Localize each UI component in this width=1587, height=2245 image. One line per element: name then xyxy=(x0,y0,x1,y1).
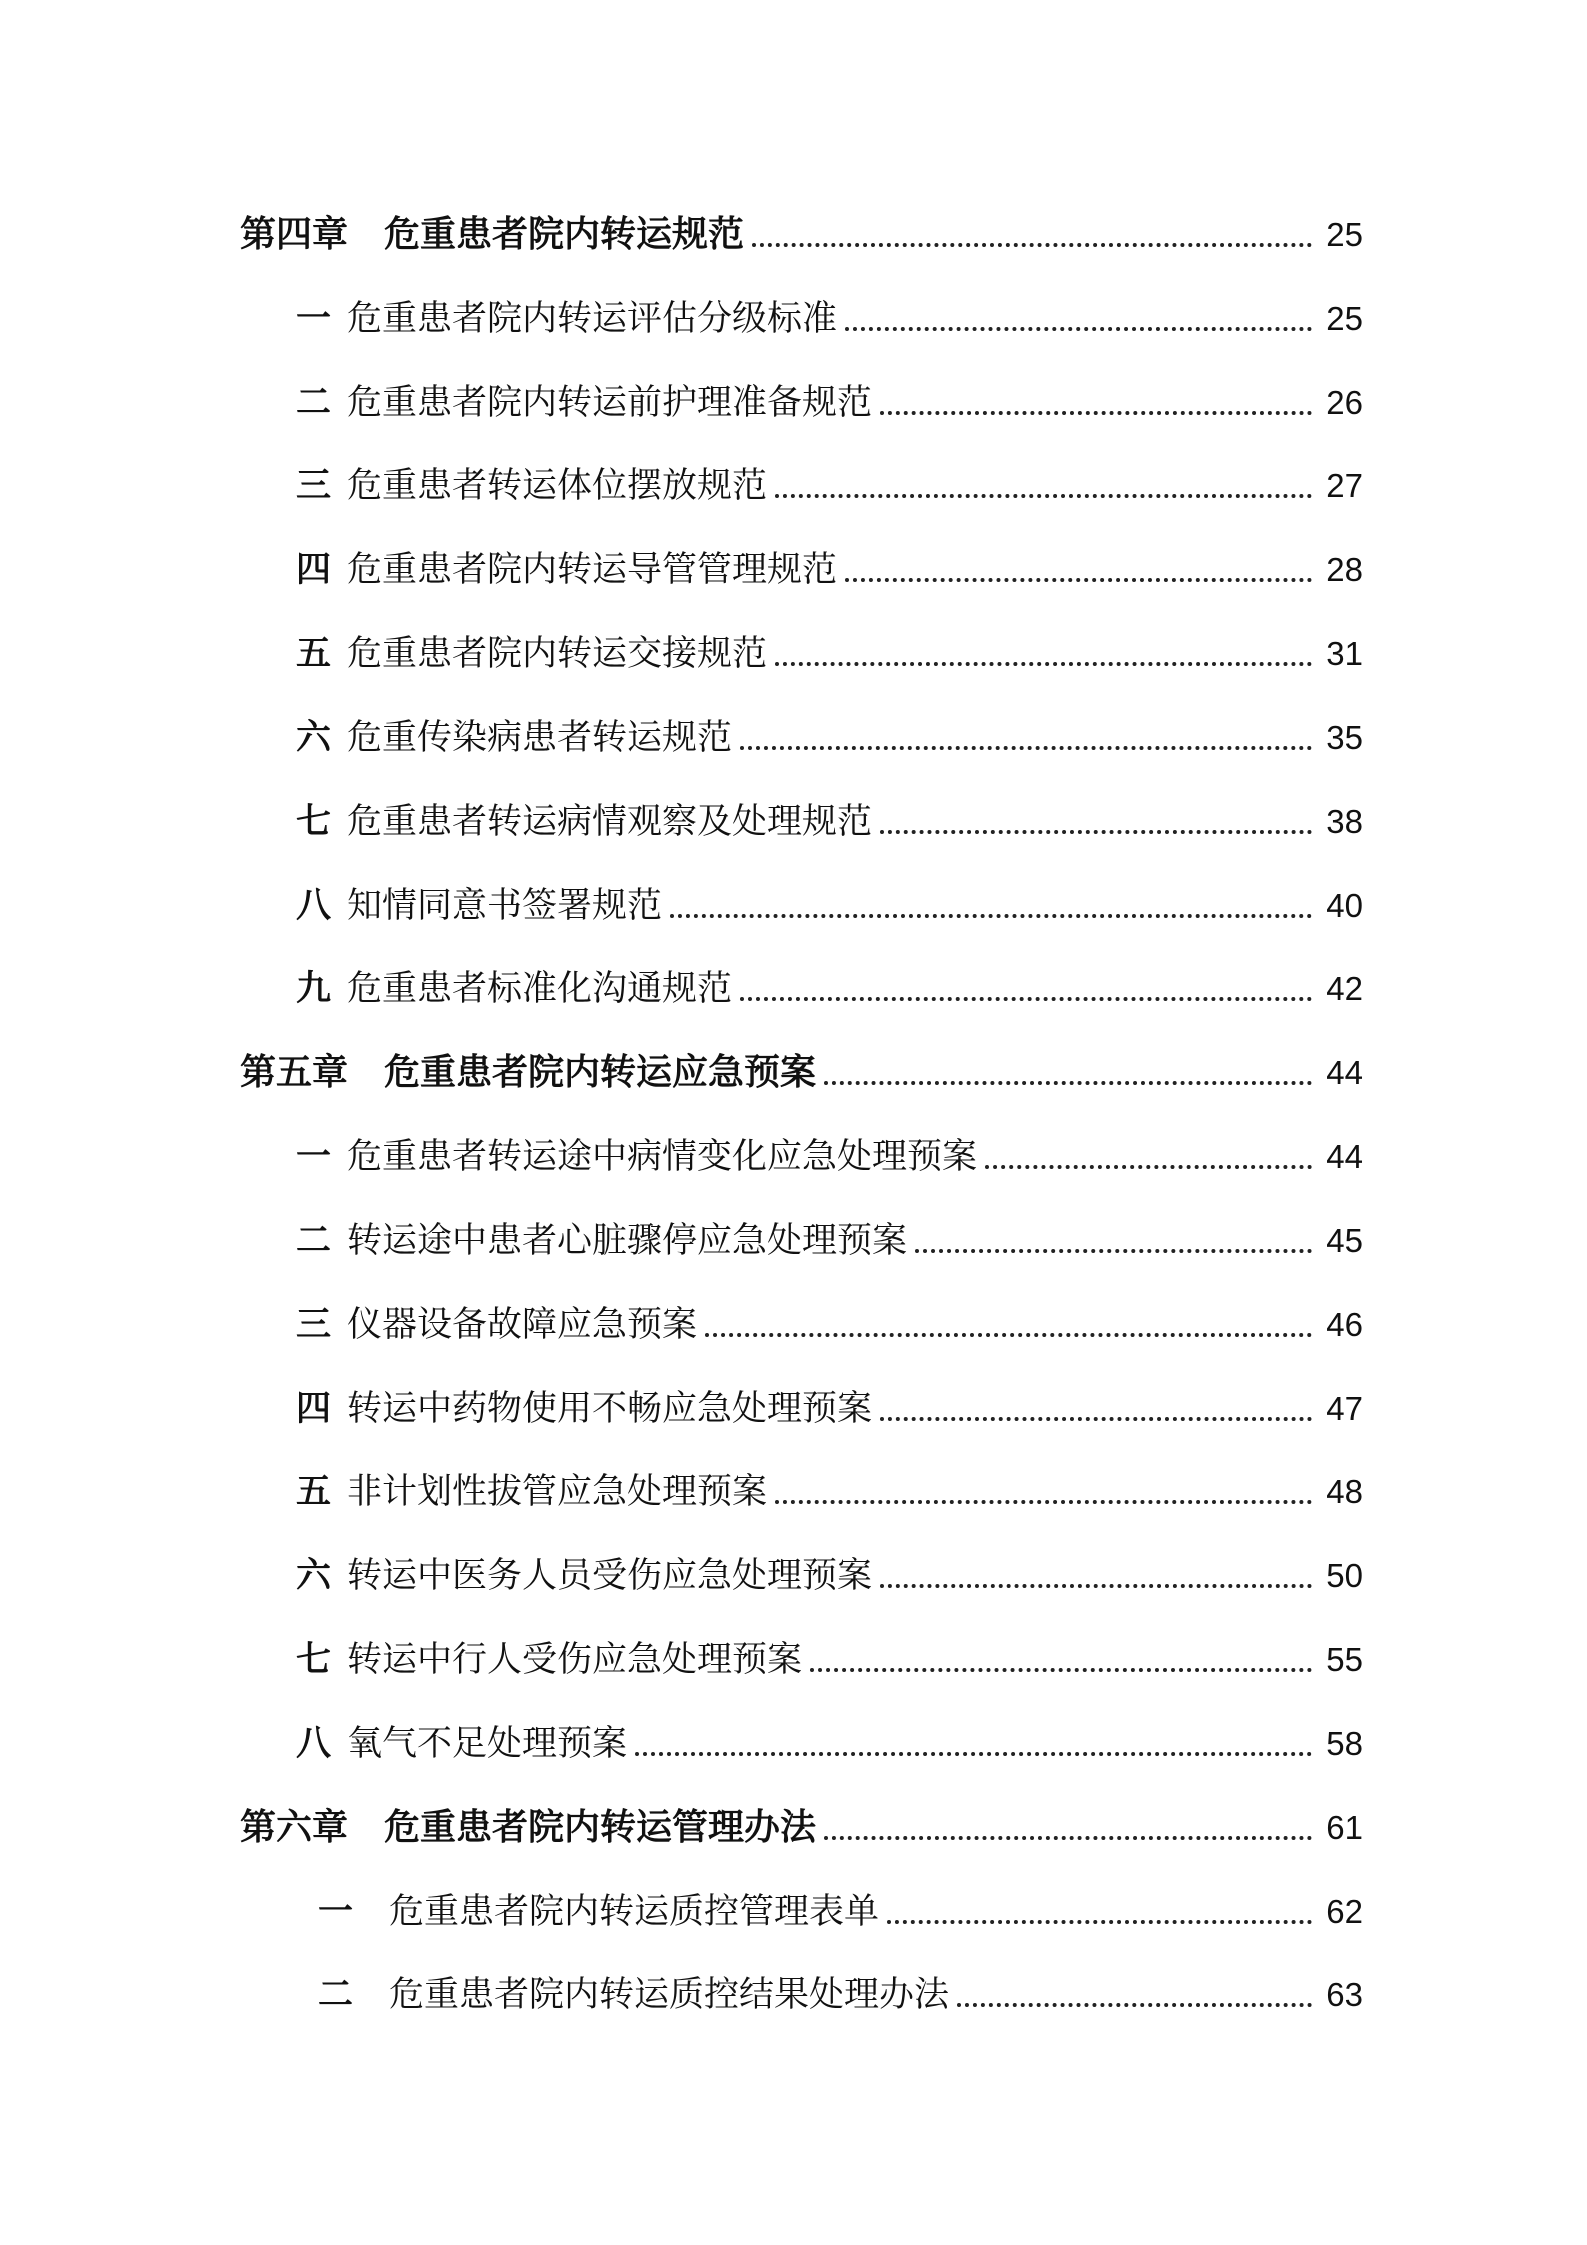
dot-leader xyxy=(985,1165,1312,1169)
toc-entry-number: 三 xyxy=(296,1305,332,1345)
toc-entry-title: 危重患者院内转运评估分级标准 xyxy=(347,299,838,339)
toc-entry-title: 危重患者院内转运应急预案 xyxy=(384,1052,817,1093)
dot-leader xyxy=(740,746,1312,750)
toc-entry-title: 危重患者院内转运质控管理表单 xyxy=(389,1892,880,1932)
toc-entry-number: 五 xyxy=(296,1472,332,1512)
toc-entry-number: 六 xyxy=(296,1556,332,1596)
toc-entry-number: 七 xyxy=(296,1640,332,1680)
toc-page-number: 35 xyxy=(1326,719,1363,756)
toc-entry-number: 一 xyxy=(296,299,332,339)
toc-entry-number: 第五章 xyxy=(240,1052,349,1093)
toc-entry-number: 六 xyxy=(296,718,332,758)
toc-page-number: 25 xyxy=(1326,216,1363,253)
toc-entry-title: 危重患者院内转运质控结果处理办法 xyxy=(389,1975,950,2015)
dot-leader xyxy=(887,1920,1312,1924)
toc-entry-number: 八 xyxy=(296,886,332,926)
toc-entry-title: 非计划性拔管应急处理预案 xyxy=(347,1472,768,1512)
dot-leader xyxy=(775,494,1312,498)
toc-page-number: 46 xyxy=(1326,1306,1363,1343)
toc-entry-title: 氧气不足处理预案 xyxy=(347,1724,628,1764)
toc-section-6-1[interactable] xyxy=(0,1882,1587,1942)
toc-entry-text xyxy=(240,1798,816,1858)
toc-page-number: 26 xyxy=(1326,384,1363,421)
toc-entry-title: 转运中药物使用不畅应急处理预案 xyxy=(347,1389,873,1429)
toc-entry-title: 仪器设备故障应急预案 xyxy=(347,1305,698,1345)
toc-entry-text xyxy=(318,1882,879,1942)
toc-entry-number: 四 xyxy=(296,550,332,590)
toc-entry-number: 二 xyxy=(318,1975,354,2015)
toc-entry-text xyxy=(296,1462,767,1522)
dot-leader xyxy=(880,1417,1312,1421)
dot-leader xyxy=(880,830,1312,834)
dot-leader xyxy=(810,1668,1312,1672)
toc-page-number: 40 xyxy=(1326,887,1363,924)
dot-leader xyxy=(635,1752,1312,1756)
toc-entry-text xyxy=(296,1714,627,1774)
toc-section-6-2[interactable] xyxy=(0,1965,1587,2025)
toc-entry-text xyxy=(296,959,732,1019)
toc-entry-text xyxy=(296,624,767,684)
dot-leader xyxy=(957,2003,1312,2007)
toc-entry-text xyxy=(296,792,872,852)
toc-page-number: 50 xyxy=(1326,1557,1363,1594)
toc-entry-number: 一 xyxy=(318,1892,354,1932)
toc-section-5-2[interactable] xyxy=(0,1211,1587,1271)
toc-entry-number: 二 xyxy=(296,383,332,423)
toc-section-4-2[interactable] xyxy=(0,373,1587,433)
dot-leader xyxy=(775,662,1312,666)
toc-entry-text xyxy=(296,1127,977,1187)
toc-entry-number: 第四章 xyxy=(240,214,349,255)
toc-entry-text xyxy=(296,373,872,433)
toc-page-number: 61 xyxy=(1326,1809,1363,1846)
toc-entry-number: 第六章 xyxy=(240,1807,349,1848)
toc-section-4-8[interactable] xyxy=(0,876,1587,936)
toc-page-number: 38 xyxy=(1326,803,1363,840)
toc-page-number: 63 xyxy=(1326,1976,1363,2013)
toc-entry-number: 四 xyxy=(296,1389,332,1429)
toc-entry-text xyxy=(296,1546,872,1606)
dot-leader xyxy=(845,327,1312,331)
toc-entry-text xyxy=(296,876,662,936)
toc-entry-title: 危重患者院内转运规范 xyxy=(384,214,745,255)
toc-entry-title: 危重患者转运体位摆放规范 xyxy=(347,466,768,506)
toc-section-4-9[interactable] xyxy=(0,959,1587,1019)
toc-page-number: 62 xyxy=(1326,1893,1363,1930)
toc-entry-title: 转运中行人受伤应急处理预案 xyxy=(347,1640,803,1680)
dot-leader xyxy=(880,1584,1312,1588)
toc-page-number: 42 xyxy=(1326,970,1363,1007)
dot-leader xyxy=(740,997,1312,1001)
toc-entry-number: 八 xyxy=(296,1724,332,1764)
toc-section-4-1[interactable] xyxy=(0,289,1587,349)
dot-leader xyxy=(752,243,1312,247)
toc-entry-title: 危重患者院内转运前护理准备规范 xyxy=(347,383,873,423)
dot-leader xyxy=(845,578,1312,582)
toc-entry-title: 危重患者转运途中病情变化应急处理预案 xyxy=(347,1137,978,1177)
toc-entry-text xyxy=(296,1295,697,1355)
toc-section-5-3[interactable] xyxy=(0,1295,1587,1355)
toc-entry-text xyxy=(296,1211,907,1271)
toc-page-number: 27 xyxy=(1326,467,1363,504)
toc-entry-text xyxy=(296,1379,872,1439)
toc-entry-text xyxy=(296,1630,802,1690)
toc-entry-number: 三 xyxy=(296,466,332,506)
dot-leader xyxy=(824,1081,1312,1085)
toc-entry-text xyxy=(296,540,837,600)
dot-leader xyxy=(824,1836,1312,1840)
toc-entry-title: 危重患者院内转运导管管理规范 xyxy=(347,550,838,590)
toc-page-number: 48 xyxy=(1326,1473,1363,1510)
toc-entry-number: 七 xyxy=(296,802,332,842)
toc-entry-text xyxy=(240,205,744,265)
dot-leader xyxy=(670,914,1312,918)
toc-page-number: 28 xyxy=(1326,551,1363,588)
toc-page-number: 55 xyxy=(1326,1641,1363,1678)
toc-entry-text xyxy=(240,1043,816,1103)
toc-chapter-6[interactable] xyxy=(0,1798,1587,1858)
toc-entry-text xyxy=(318,1965,949,2025)
toc-entry-number: 二 xyxy=(296,1221,332,1261)
toc-entry-text xyxy=(296,456,767,516)
toc-entry-title: 转运中医务人员受伤应急处理预案 xyxy=(347,1556,873,1596)
toc-entry-number: 一 xyxy=(296,1137,332,1177)
dot-leader xyxy=(775,1500,1312,1504)
toc-entry-number: 五 xyxy=(296,634,332,674)
toc-page-number: 58 xyxy=(1326,1725,1363,1762)
toc-entry-text xyxy=(296,289,837,349)
toc-section-5-4[interactable] xyxy=(0,1379,1587,1439)
toc-entry-title: 危重患者院内转运管理办法 xyxy=(384,1807,817,1848)
toc-section-5-5[interactable] xyxy=(0,1462,1587,1522)
toc-section-4-5[interactable] xyxy=(0,624,1587,684)
toc-entry-title: 危重传染病患者转运规范 xyxy=(347,718,733,758)
toc-page-number: 25 xyxy=(1326,300,1363,337)
toc-entry-text xyxy=(296,708,732,768)
toc-section-5-7[interactable] xyxy=(0,1630,1587,1690)
dot-leader xyxy=(880,411,1312,415)
toc-section-5-1[interactable] xyxy=(0,1127,1587,1187)
toc-section-4-7[interactable] xyxy=(0,792,1587,852)
toc-entry-number: 九 xyxy=(296,969,332,1009)
toc-section-5-8[interactable] xyxy=(0,1714,1587,1774)
toc-page-number: 44 xyxy=(1326,1054,1363,1091)
toc-entry-title: 危重患者标准化沟通规范 xyxy=(347,969,733,1009)
toc-chapter-4[interactable] xyxy=(0,205,1587,265)
dot-leader xyxy=(705,1333,1312,1337)
toc-section-4-6[interactable] xyxy=(0,708,1587,768)
toc-page-number: 44 xyxy=(1326,1138,1363,1175)
toc-section-4-4[interactable] xyxy=(0,540,1587,600)
toc-page-number: 47 xyxy=(1326,1390,1363,1427)
toc-entry-title: 知情同意书签署规范 xyxy=(347,886,663,926)
dot-leader xyxy=(915,1249,1312,1253)
toc-entry-title: 转运途中患者心脏骤停应急处理预案 xyxy=(347,1221,908,1261)
toc-page-number: 45 xyxy=(1326,1222,1363,1259)
toc-entry-title: 危重患者转运病情观察及处理规范 xyxy=(347,802,873,842)
toc-chapter-5[interactable] xyxy=(0,1043,1587,1103)
toc-section-4-3[interactable] xyxy=(0,456,1587,516)
toc-page-number: 31 xyxy=(1326,635,1363,672)
toc-entry-title: 危重患者院内转运交接规范 xyxy=(347,634,768,674)
toc-section-5-6[interactable] xyxy=(0,1546,1587,1606)
